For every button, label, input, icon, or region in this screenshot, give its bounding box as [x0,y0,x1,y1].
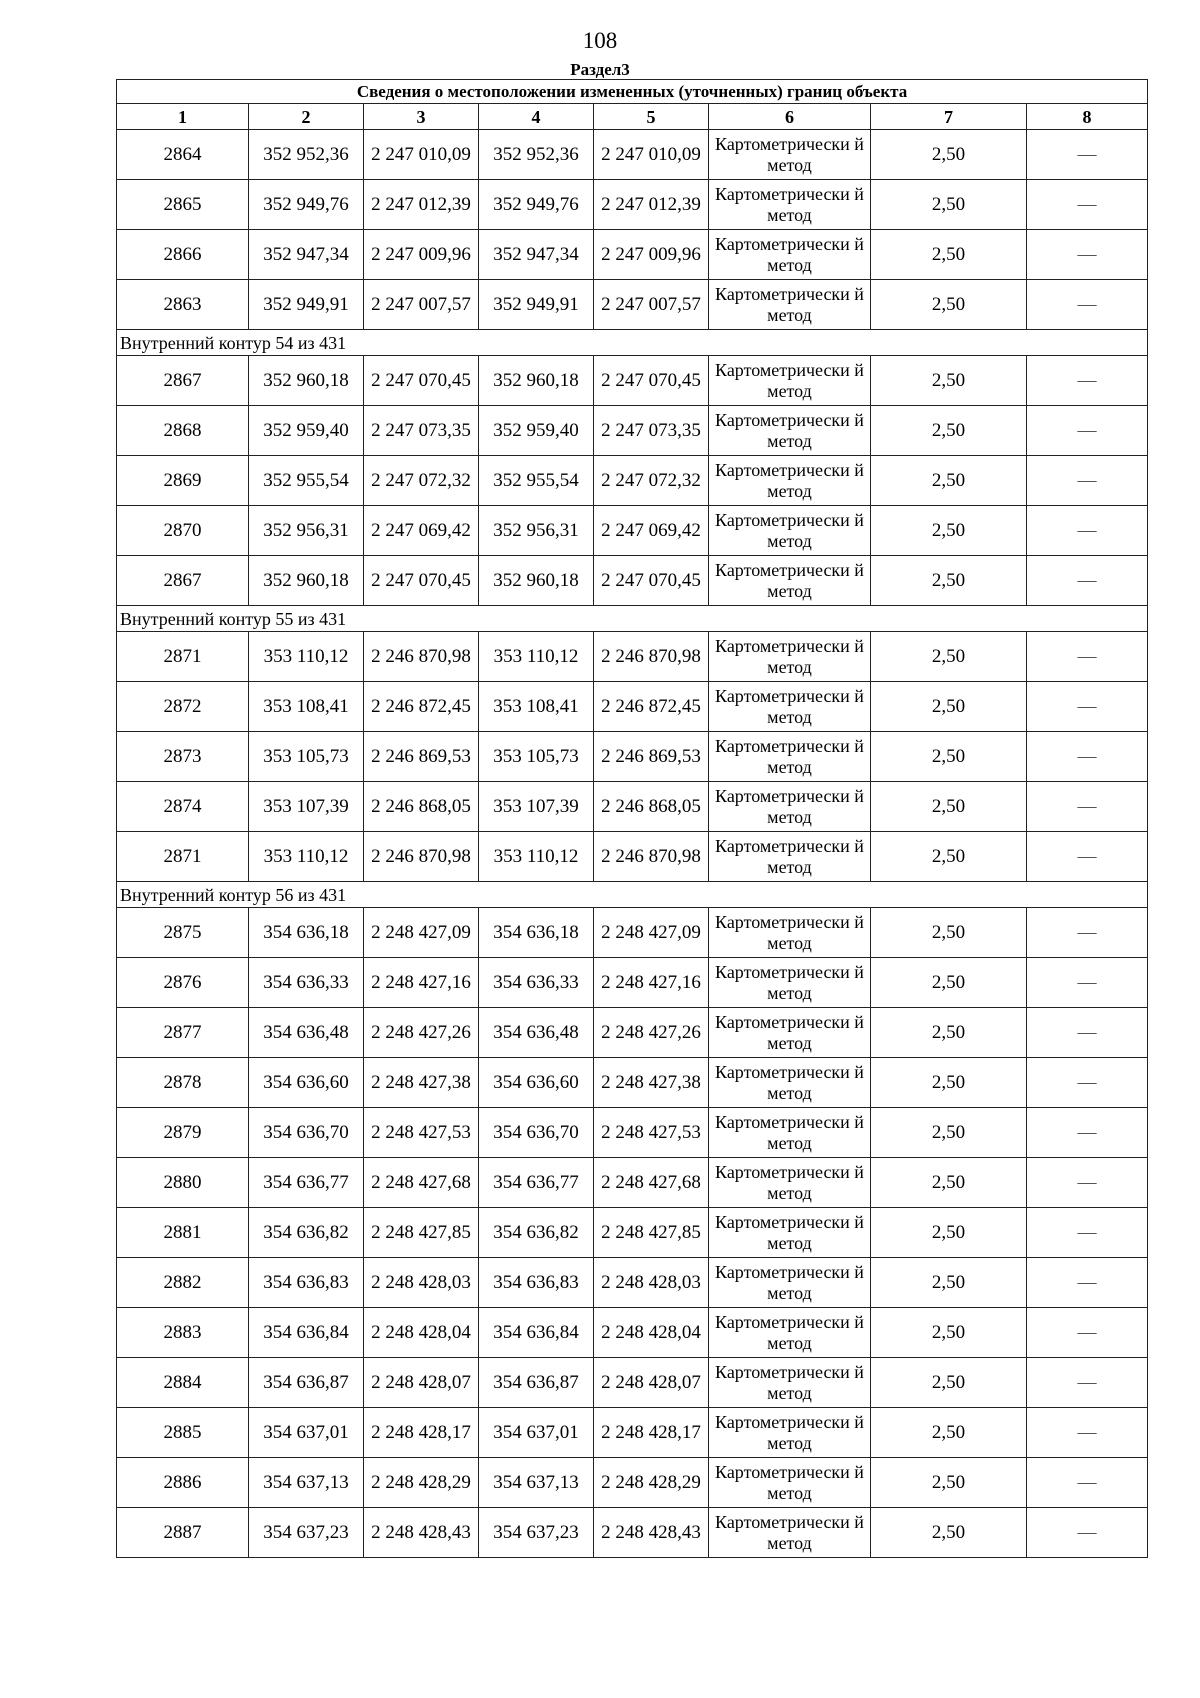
table-body [117,80,1148,1558]
x-coordinate-cell: 354 636,84 [479,1308,594,1358]
y-coordinate-cell: 2 247 009,96 [364,230,479,280]
empty-mark-cell: — [1027,1308,1148,1358]
accuracy-cell: 2,50 [871,456,1027,506]
point-number-cell: 2877 [117,1008,249,1058]
y-coordinate-cell: 2 248 427,09 [594,908,709,958]
accuracy-cell: 2,50 [871,130,1027,180]
x-coordinate-cell: 353 107,39 [249,782,364,832]
accuracy-cell: 2,50 [871,1358,1027,1408]
y-coordinate-cell: 2 248 428,43 [594,1508,709,1558]
y-coordinate-cell: 2 247 070,45 [594,556,709,606]
x-coordinate-cell: 352 949,91 [249,280,364,330]
x-coordinate-cell: 352 959,40 [249,406,364,456]
coordinates-table [116,79,1148,1558]
x-coordinate-cell: 352 947,34 [249,230,364,280]
x-coordinate-cell: 354 637,01 [479,1408,594,1458]
point-number-cell: 2876 [117,958,249,1008]
method-cell: Картометрически й метод [709,1408,871,1458]
y-coordinate-cell: 2 248 428,07 [364,1358,479,1408]
point-number-cell: 2878 [117,1058,249,1108]
y-coordinate-cell: 2 247 070,45 [594,356,709,406]
empty-mark-cell: — [1027,356,1148,406]
point-number-cell: 2887 [117,1508,249,1558]
y-coordinate-cell: 2 246 868,05 [364,782,479,832]
point-number-cell: 2875 [117,908,249,958]
table-row [117,1208,1148,1258]
y-coordinate-cell: 2 248 427,68 [594,1158,709,1208]
table-row [117,406,1148,456]
table-row [117,1158,1148,1208]
point-number-cell: 2866 [117,230,249,280]
x-coordinate-cell: 354 636,82 [249,1208,364,1258]
accuracy-cell: 2,50 [871,1408,1027,1458]
column-header: 2 [249,104,364,130]
y-coordinate-cell: 2 246 869,53 [594,732,709,782]
empty-mark-cell: — [1027,130,1148,180]
y-coordinate-cell: 2 248 428,04 [364,1308,479,1358]
page-number: 108 [582,28,618,53]
x-coordinate-cell: 352 956,31 [479,506,594,556]
method-cell: Картометрически й метод [709,908,871,958]
contour-row [117,330,1148,356]
x-coordinate-cell: 354 636,77 [479,1158,594,1208]
method-cell: Картометрически й метод [709,782,871,832]
point-number-cell: 2884 [117,1358,249,1408]
point-number-cell: 2879 [117,1108,249,1158]
y-coordinate-cell: 2 248 428,17 [364,1408,479,1458]
method-cell: Картометрически й метод [709,1208,871,1258]
y-coordinate-cell: 2 248 428,03 [594,1258,709,1308]
y-coordinate-cell: 2 247 069,42 [594,506,709,556]
y-coordinate-cell: 2 248 427,85 [364,1208,479,1258]
x-coordinate-cell: 354 636,83 [479,1258,594,1308]
contour-row [117,882,1148,908]
x-coordinate-cell: 352 960,18 [249,556,364,606]
y-coordinate-cell: 2 247 070,45 [364,356,479,406]
empty-mark-cell: — [1027,832,1148,882]
y-coordinate-cell: 2 246 872,45 [364,682,479,732]
empty-mark-cell: — [1027,456,1148,506]
point-number-cell: 2871 [117,632,249,682]
table-row [117,230,1148,280]
y-coordinate-cell: 2 246 870,98 [364,832,479,882]
y-coordinate-cell: 2 247 010,09 [364,130,479,180]
x-coordinate-cell: 352 952,36 [249,130,364,180]
x-coordinate-cell: 354 637,13 [249,1458,364,1508]
y-coordinate-cell: 2 247 072,32 [364,456,479,506]
point-number-cell: 2870 [117,506,249,556]
accuracy-cell: 2,50 [871,1258,1027,1308]
x-coordinate-cell: 354 636,33 [479,958,594,1008]
empty-mark-cell: — [1027,1458,1148,1508]
method-cell: Картометрически й метод [709,832,871,882]
x-coordinate-cell: 352 949,76 [479,180,594,230]
x-coordinate-cell: 352 955,54 [479,456,594,506]
method-cell: Картометрически й метод [709,732,871,782]
empty-mark-cell: — [1027,732,1148,782]
y-coordinate-cell: 2 248 427,09 [364,908,479,958]
y-coordinate-cell: 2 247 010,09 [594,130,709,180]
x-coordinate-cell: 353 107,39 [479,782,594,832]
empty-mark-cell: — [1027,506,1148,556]
x-coordinate-cell: 354 636,48 [249,1008,364,1058]
accuracy-cell: 2,50 [871,632,1027,682]
y-coordinate-cell: 2 247 072,32 [594,456,709,506]
y-coordinate-cell: 2 248 427,85 [594,1208,709,1258]
y-coordinate-cell: 2 247 073,35 [364,406,479,456]
table-row [117,1508,1148,1558]
empty-mark-cell: — [1027,1058,1148,1108]
contour-label: Внутренний контур 56 из 431 [117,882,1148,908]
y-coordinate-cell: 2 248 427,16 [364,958,479,1008]
method-cell: Картометрически й метод [709,1508,871,1558]
point-number-cell: 2886 [117,1458,249,1508]
y-coordinate-cell: 2 247 007,57 [594,280,709,330]
table-row [117,130,1148,180]
accuracy-cell: 2,50 [871,406,1027,456]
method-cell: Картометрически й метод [709,632,871,682]
y-coordinate-cell: 2 248 427,53 [594,1108,709,1158]
x-coordinate-cell: 354 636,87 [479,1358,594,1408]
y-coordinate-cell: 2 248 428,43 [364,1508,479,1558]
y-coordinate-cell: 2 248 427,26 [364,1008,479,1058]
point-number-cell: 2874 [117,782,249,832]
x-coordinate-cell: 353 110,12 [479,832,594,882]
y-coordinate-cell: 2 248 427,53 [364,1108,479,1158]
method-cell: Картометрически й метод [709,1058,871,1108]
x-coordinate-cell: 353 110,12 [249,832,364,882]
point-number-cell: 2867 [117,556,249,606]
empty-mark-cell: — [1027,632,1148,682]
y-coordinate-cell: 2 247 069,42 [364,506,479,556]
y-coordinate-cell: 2 248 428,29 [364,1458,479,1508]
table-row [117,958,1148,1008]
y-coordinate-cell: 2 247 009,96 [594,230,709,280]
y-coordinate-cell: 2 246 870,98 [594,632,709,682]
table-row [117,506,1148,556]
method-cell: Картометрически й метод [709,280,871,330]
x-coordinate-cell: 354 636,70 [249,1108,364,1158]
method-cell: Картометрически й метод [709,1158,871,1208]
empty-mark-cell: — [1027,1108,1148,1158]
point-number-cell: 2863 [117,280,249,330]
accuracy-cell: 2,50 [871,180,1027,230]
y-coordinate-cell: 2 248 427,16 [594,958,709,1008]
table-row [117,1458,1148,1508]
y-coordinate-cell: 2 246 868,05 [594,782,709,832]
column-header: 7 [871,104,1027,130]
empty-mark-cell: — [1027,1008,1148,1058]
y-coordinate-cell: 2 248 428,17 [594,1408,709,1458]
x-coordinate-cell: 354 636,18 [479,908,594,958]
point-number-cell: 2873 [117,732,249,782]
accuracy-cell: 2,50 [871,1158,1027,1208]
y-coordinate-cell: 2 248 427,26 [594,1008,709,1058]
method-cell: Картометрически й метод [709,1358,871,1408]
x-coordinate-cell: 352 960,18 [249,356,364,406]
accuracy-cell: 2,50 [871,832,1027,882]
column-header: 8 [1027,104,1148,130]
y-coordinate-cell: 2 247 073,35 [594,406,709,456]
accuracy-cell: 2,50 [871,556,1027,606]
empty-mark-cell: — [1027,1508,1148,1558]
point-number-cell: 2885 [117,1408,249,1458]
x-coordinate-cell: 354 637,13 [479,1458,594,1508]
x-coordinate-cell: 353 110,12 [479,632,594,682]
empty-mark-cell: — [1027,230,1148,280]
y-coordinate-cell: 2 246 870,98 [594,832,709,882]
x-coordinate-cell: 354 636,33 [249,958,364,1008]
method-cell: Картометрически й метод [709,1458,871,1508]
table-row [117,682,1148,732]
x-coordinate-cell: 354 637,23 [249,1508,364,1558]
table-row [117,280,1148,330]
point-number-cell: 2869 [117,456,249,506]
point-number-cell: 2867 [117,356,249,406]
y-coordinate-cell: 2 246 870,98 [364,632,479,682]
y-coordinate-cell: 2 248 428,04 [594,1308,709,1358]
empty-mark-cell: — [1027,1408,1148,1458]
column-header: 5 [594,104,709,130]
y-coordinate-cell: 2 248 427,38 [594,1058,709,1108]
accuracy-cell: 2,50 [871,230,1027,280]
column-header: 6 [709,104,871,130]
method-cell: Картометрически й метод [709,1308,871,1358]
y-coordinate-cell: 2 248 428,03 [364,1258,479,1308]
table-row [117,832,1148,882]
accuracy-cell: 2,50 [871,280,1027,330]
table-row [117,732,1148,782]
x-coordinate-cell: 354 636,70 [479,1108,594,1158]
x-coordinate-cell: 353 108,41 [249,682,364,732]
accuracy-cell: 2,50 [871,908,1027,958]
empty-mark-cell: — [1027,180,1148,230]
column-header-row [117,104,1148,130]
empty-mark-cell: — [1027,682,1148,732]
x-coordinate-cell: 354 637,01 [249,1408,364,1458]
accuracy-cell: 2,50 [871,1058,1027,1108]
point-number-cell: 2881 [117,1208,249,1258]
point-number-cell: 2871 [117,832,249,882]
accuracy-cell: 2,50 [871,682,1027,732]
method-cell: Картометрически й метод [709,682,871,732]
table-row [117,1008,1148,1058]
x-coordinate-cell: 352 952,36 [479,130,594,180]
method-cell: Картометрически й метод [709,1108,871,1158]
empty-mark-cell: — [1027,556,1148,606]
x-coordinate-cell: 353 110,12 [249,632,364,682]
x-coordinate-cell: 352 949,76 [249,180,364,230]
empty-mark-cell: — [1027,280,1148,330]
x-coordinate-cell: 354 637,23 [479,1508,594,1558]
point-number-cell: 2880 [117,1158,249,1208]
x-coordinate-cell: 353 105,73 [479,732,594,782]
table-caption: Сведения о местоположении измененных (уточненных) границ объекта [117,80,1148,104]
method-cell: Картометрически й метод [709,958,871,1008]
table-row [117,1408,1148,1458]
table-row [117,356,1148,406]
y-coordinate-cell: 2 247 012,39 [594,180,709,230]
accuracy-cell: 2,50 [871,1508,1027,1558]
x-coordinate-cell: 354 636,77 [249,1158,364,1208]
method-cell: Картометрически й метод [709,356,871,406]
contour-label: Внутренний контур 54 из 431 [117,330,1148,356]
y-coordinate-cell: 2 247 012,39 [364,180,479,230]
x-coordinate-cell: 354 636,83 [249,1258,364,1308]
table-row [117,782,1148,832]
point-number-cell: 2864 [117,130,249,180]
method-cell: Картометрически й метод [709,1008,871,1058]
table-row [117,908,1148,958]
y-coordinate-cell: 2 248 428,07 [594,1358,709,1408]
point-number-cell: 2883 [117,1308,249,1358]
empty-mark-cell: — [1027,406,1148,456]
column-header: 3 [364,104,479,130]
point-number-cell: 2872 [117,682,249,732]
table-row [117,180,1148,230]
method-cell: Картометрически й метод [709,556,871,606]
empty-mark-cell: — [1027,908,1148,958]
table-row [117,1108,1148,1158]
empty-mark-cell: — [1027,958,1148,1008]
method-cell: Картометрически й метод [709,406,871,456]
accuracy-cell: 2,50 [871,1458,1027,1508]
accuracy-cell: 2,50 [871,1108,1027,1158]
x-coordinate-cell: 352 960,18 [479,356,594,406]
empty-mark-cell: — [1027,1158,1148,1208]
y-coordinate-cell: 2 248 427,38 [364,1058,479,1108]
point-number-cell: 2868 [117,406,249,456]
accuracy-cell: 2,50 [871,782,1027,832]
table-row [117,456,1148,506]
accuracy-cell: 2,50 [871,732,1027,782]
x-coordinate-cell: 354 636,60 [479,1058,594,1108]
accuracy-cell: 2,50 [871,1308,1027,1358]
x-coordinate-cell: 353 105,73 [249,732,364,782]
y-coordinate-cell: 2 247 070,45 [364,556,479,606]
x-coordinate-cell: 353 108,41 [479,682,594,732]
empty-mark-cell: — [1027,1258,1148,1308]
method-cell: Картометрически й метод [709,230,871,280]
x-coordinate-cell: 352 959,40 [479,406,594,456]
y-coordinate-cell: 2 248 428,29 [594,1458,709,1508]
x-coordinate-cell: 352 947,34 [479,230,594,280]
accuracy-cell: 2,50 [871,506,1027,556]
table-row [117,1358,1148,1408]
accuracy-cell: 2,50 [871,1208,1027,1258]
contour-label: Внутренний контур 55 из 431 [117,606,1148,632]
table-row [117,1058,1148,1108]
empty-mark-cell: — [1027,1208,1148,1258]
x-coordinate-cell: 352 949,91 [479,280,594,330]
x-coordinate-cell: 354 636,48 [479,1008,594,1058]
y-coordinate-cell: 2 247 007,57 [364,280,479,330]
empty-mark-cell: — [1027,782,1148,832]
point-number-cell: 2865 [117,180,249,230]
method-cell: Картометрически й метод [709,1258,871,1308]
point-number-cell: 2882 [117,1258,249,1308]
table-row [117,556,1148,606]
method-cell: Картометрически й метод [709,180,871,230]
column-header: 4 [479,104,594,130]
x-coordinate-cell: 352 956,31 [249,506,364,556]
accuracy-cell: 2,50 [871,1008,1027,1058]
x-coordinate-cell: 354 636,18 [249,908,364,958]
x-coordinate-cell: 354 636,84 [249,1308,364,1358]
y-coordinate-cell: 2 246 872,45 [594,682,709,732]
x-coordinate-cell: 354 636,87 [249,1358,364,1408]
table-caption-row [117,80,1148,104]
contour-row [117,606,1148,632]
x-coordinate-cell: 354 636,82 [479,1208,594,1258]
column-header: 1 [117,104,249,130]
section-title: Раздел3 [570,60,630,79]
method-cell: Картометрически й метод [709,456,871,506]
method-cell: Картометрически й метод [709,506,871,556]
empty-mark-cell: — [1027,1358,1148,1408]
y-coordinate-cell: 2 248 427,68 [364,1158,479,1208]
table-row [117,632,1148,682]
method-cell: Картометрически й метод [709,130,871,180]
y-coordinate-cell: 2 246 869,53 [364,732,479,782]
accuracy-cell: 2,50 [871,958,1027,1008]
x-coordinate-cell: 354 636,60 [249,1058,364,1108]
x-coordinate-cell: 352 960,18 [479,556,594,606]
accuracy-cell: 2,50 [871,356,1027,406]
table-row [117,1308,1148,1358]
table-row [117,1258,1148,1308]
x-coordinate-cell: 352 955,54 [249,456,364,506]
